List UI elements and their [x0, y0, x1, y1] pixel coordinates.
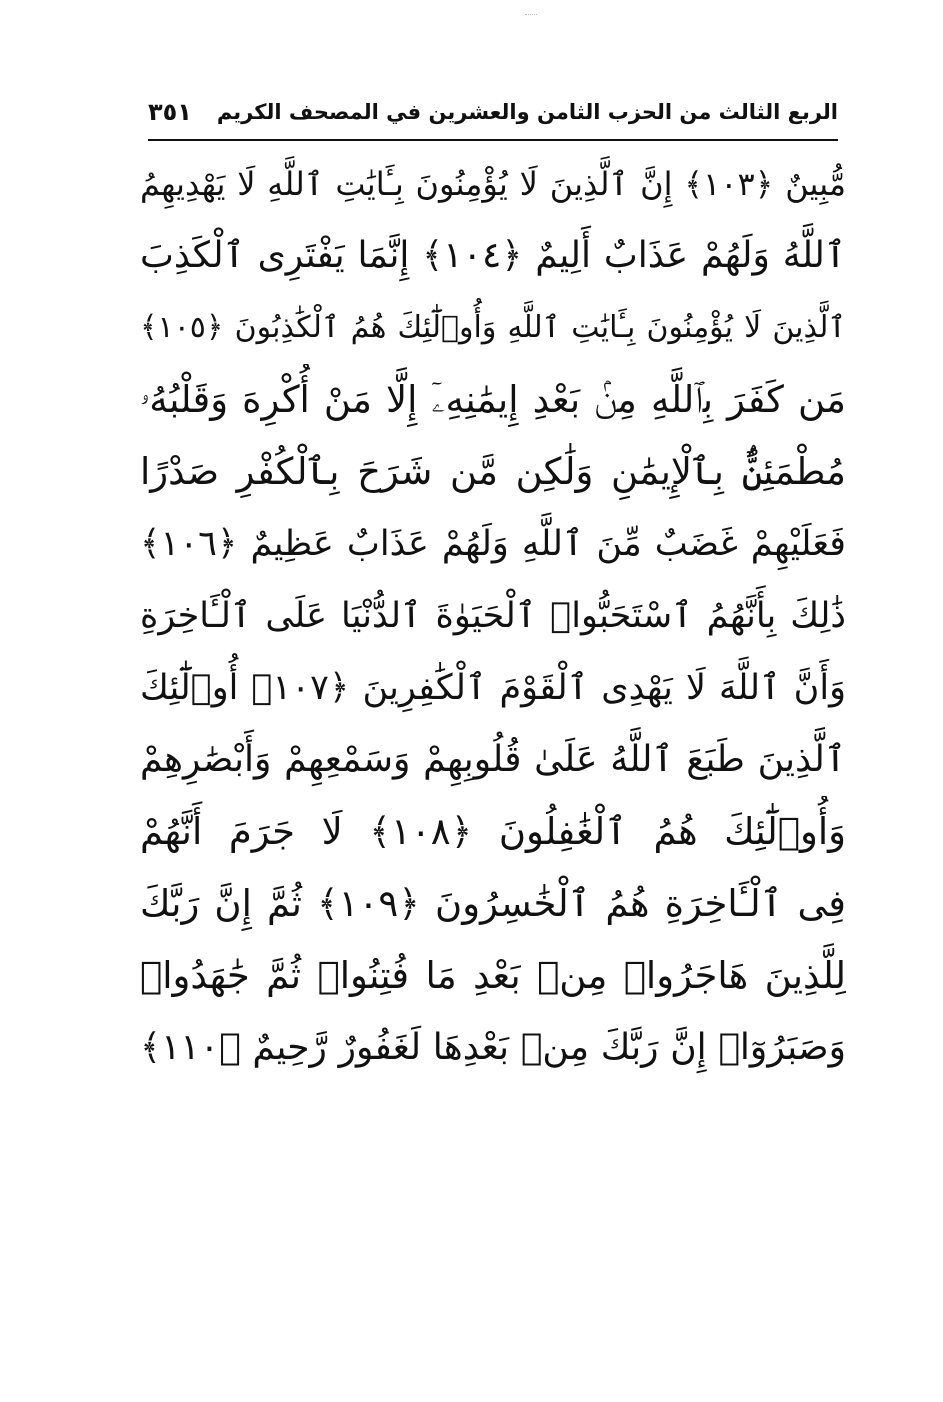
verse-text-block: [140, 148, 846, 1084]
header-title: الربع الثالث من الحزب الثامن والعشرين في المصحف الكريم: [216, 100, 838, 124]
verse-line: وَأَنَّ ٱللَّهَ لَا يَهْدِى ٱلْقَوْمَ ٱلْكَٰفِرِينَ ﴿١٠٧﴾ أُو۟لَٰٓئِكَ: [140, 668, 846, 708]
verse-line: فَعَلَيْهِمْ غَضَبٌ مِّنَ ٱللَّهِ وَلَهُمْ عَذَابٌ عَظِيمٌ ﴿١٠٦﴾: [140, 524, 846, 564]
verse-line: فِى ٱلْـَٔاخِرَةِ هُمُ ٱلْخَٰسِرُونَ ﴿١٠٩﴾ ثُمَّ إِنَّ رَبَّكَ: [140, 882, 846, 925]
scan-speck: [525, 14, 537, 19]
header-rule: [148, 139, 838, 141]
verse-line: مُّبِينٌ ﴿١٠٣﴾ إِنَّ ٱلَّذِينَ لَا يُؤْمِنُونَ بِـَٔايَٰتِ ٱللَّهِ لَا يَهْدِيهِمُ: [140, 165, 846, 203]
verse-line: لِلَّذِينَ هَاجَرُوا۟ مِنۢ بَعْدِ مَا فُتِنُوا۟ ثُمَّ جَٰهَدُوا۟: [140, 954, 846, 997]
page-number: ٣٥١: [148, 98, 192, 126]
verse-line: ٱلَّذِينَ لَا يُؤْمِنُونَ بِـَٔايَٰتِ ٱللَّهِ وَأُو۟لَٰٓئِكَ هُمُ ٱلْكَٰذِبُونَ ﴿١٠٥﴾: [140, 310, 846, 345]
verse-line: ٱلَّذِينَ طَبَعَ ٱللَّهُ عَلَىٰ قُلُوبِهِمْ وَسَمْعِهِمْ وَأَبْصَٰرِهِمْ: [140, 739, 846, 780]
verse-line: وَأُو۟لَٰٓئِكَ هُمُ ٱلْغَٰفِلُونَ ﴿١٠٨﴾ لَا جَرَمَ أَنَّهُمْ: [140, 810, 846, 853]
verse-line: ٱللَّهُ وَلَهُمْ عَذَابٌ أَلِيمٌ ﴿١٠٤﴾ إِنَّمَا يَفْتَرِى ٱلْكَذِبَ: [140, 235, 846, 276]
verse-line: وَصَبَرُوٓا۟ إِنَّ رَبَّكَ مِنۢ بَعْدِهَا لَغَفُورٌ رَّحِيمٌ ﴿١١٠﴾: [140, 1027, 846, 1068]
verse-line: ذَٰلِكَ بِأَنَّهُمُ ٱسْتَحَبُّوا۟ ٱلْحَيَوٰةَ ٱلدُّنْيَا عَلَى ٱلْـَٔاخِرَةِ: [140, 596, 846, 636]
verse-line: مُطْمَئِنٌّۢ بِٱلْإِيمَٰنِ وَلَٰكِن مَّن شَرَحَ بِٱلْكُفْرِ صَدْرًا: [140, 450, 846, 493]
page-header: [148, 96, 838, 138]
verse-line: مَن كَفَرَ بِٱللَّهِ مِنۢ بَعْدِ إِيمَٰنِهِۦٓ إِلَّا مَنْ أُكْرِهَ وَقَلْبُهُۥ: [140, 378, 846, 421]
